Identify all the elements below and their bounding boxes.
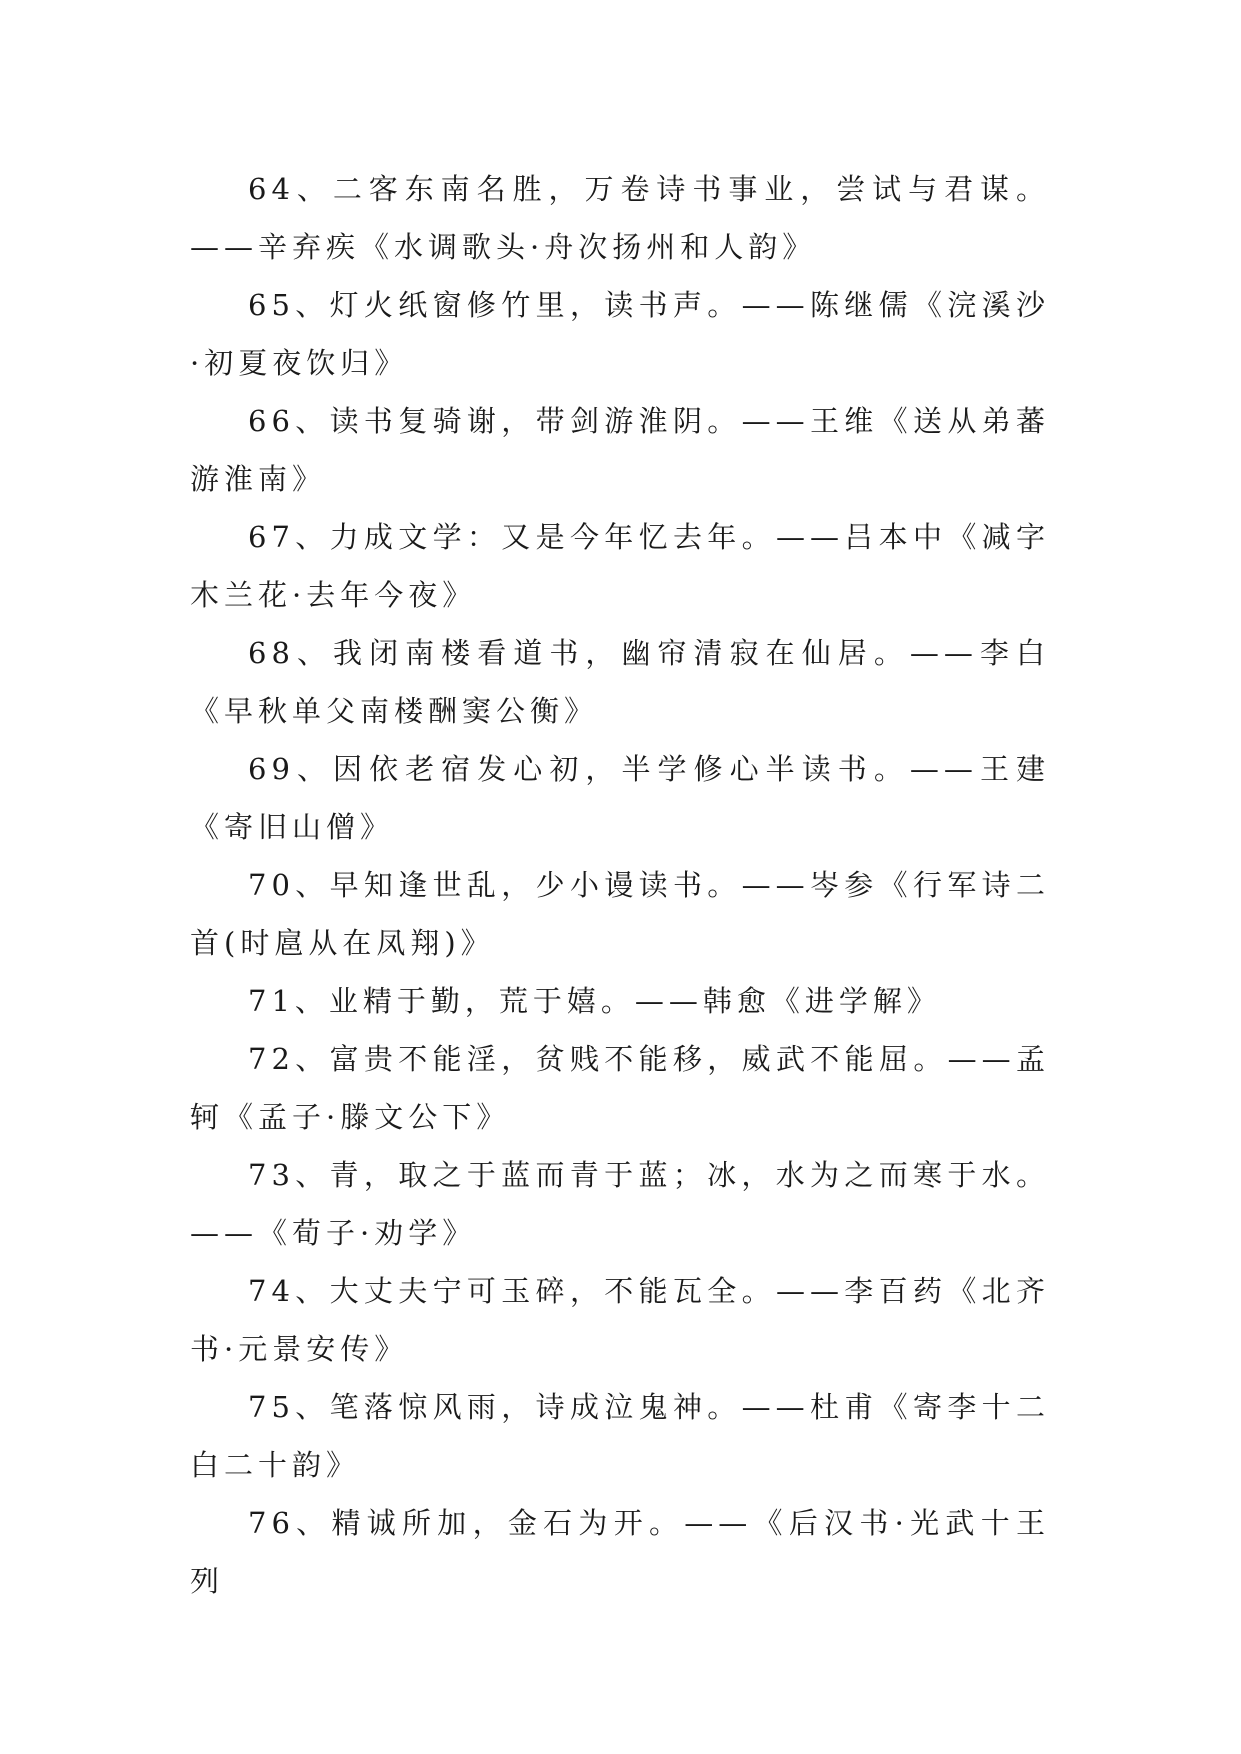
quote-entry-72: 72、富贵不能淫，贫贱不能移，威武不能屈。——孟轲《孟子·滕文公下》 [190, 1042, 1050, 1134]
quote-entry-68: 68、我闭南楼看道书，幽帘清寂在仙居。——李白《早秋单父南楼酬窦公衡》 [190, 636, 1050, 728]
quote-entry-67: 67、力成文学：又是今年忆去年。——吕本中《减字木兰花·去年今夜》 [190, 520, 1050, 612]
quote-entry-66: 66、读书复骑谢，带剑游淮阴。——王维《送从弟蕃游淮南》 [190, 404, 1050, 496]
quote-entry-69: 69、因依老宿发心初，半学修心半读书。——王建《寄旧山僧》 [190, 752, 1050, 844]
quote-entry-75: 75、笔落惊风雨，诗成泣鬼神。——杜甫《寄李十二白二十韵》 [190, 1390, 1050, 1482]
quotation-list [190, 160, 1050, 1610]
quote-entry-76: 76、精诚所加，金石为开。——《后汉书·光武十王列 [190, 1506, 1050, 1598]
quote-entry-70: 70、早知逢世乱，少小谩读书。——岑参《行军诗二首(时扈从在凤翔)》 [190, 868, 1050, 960]
quote-entry-64: 64、二客东南名胜，万卷诗书事业，尝试与君谋。——辛弃疾《水调歌头·舟次扬州和人韵》 [190, 172, 1050, 264]
quote-entry-74: 74、大丈夫宁可玉碎，不能瓦全。——李百药《北齐书·元景安传》 [190, 1274, 1050, 1366]
quote-entry-73: 73、青，取之于蓝而青于蓝；冰，水为之而寒于水。——《荀子·劝学》 [190, 1158, 1050, 1250]
quote-entry-71: 71、业精于勤，荒于嬉。——韩愈《进学解》 [248, 984, 941, 1018]
quote-entry-65: 65、灯火纸窗修竹里，读书声。——陈继儒《浣溪沙·初夏夜饮归》 [190, 288, 1050, 380]
